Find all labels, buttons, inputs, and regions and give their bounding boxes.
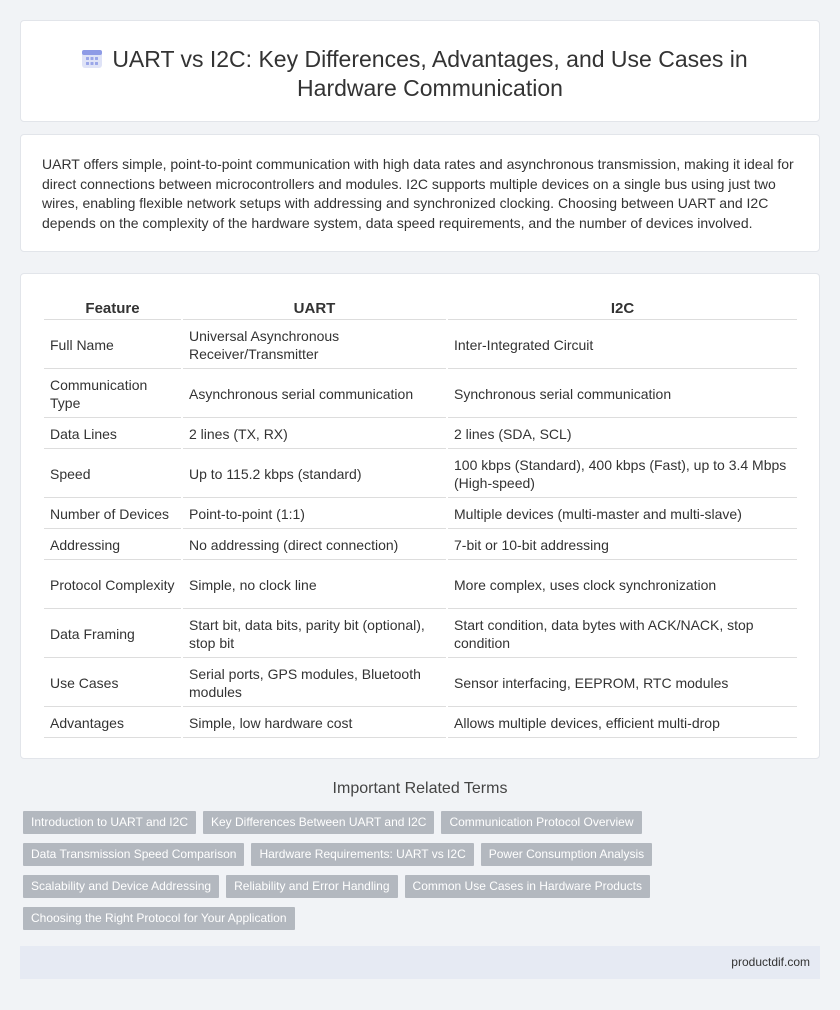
feature-cell: Advantages <box>44 709 181 738</box>
i2c-cell: Synchronous serial communication <box>448 371 797 418</box>
tag-row <box>23 811 803 834</box>
related-terms-title: Important Related Terms <box>332 780 508 797</box>
calendar-grid-icon <box>81 47 103 69</box>
uart-cell: Start bit, data bits, parity bit (optional), stop bit <box>183 611 446 658</box>
i2c-cell: Sensor interfacing, EEPROM, RTC modules <box>448 660 797 707</box>
uart-cell: Asynchronous serial communication <box>183 371 446 418</box>
uart-cell: Serial ports, GPS modules, Bluetooth modules <box>183 660 446 707</box>
table-header-row <box>44 298 797 320</box>
feature-cell: Addressing <box>44 531 181 560</box>
footer <box>20 946 820 979</box>
table-row <box>44 322 797 369</box>
footer-site-link[interactable]: productdif.com <box>731 955 810 969</box>
related-tags <box>23 811 803 939</box>
feature-cell: Data Lines <box>44 420 181 449</box>
i2c-cell: Start condition, data bytes with ACK/NACK, stop condition <box>448 611 797 658</box>
table-row <box>44 562 797 609</box>
feature-cell: Use Cases <box>44 660 181 707</box>
feature-cell: Number of Devices <box>44 500 181 529</box>
comparison-card <box>20 273 820 759</box>
uart-cell: Point-to-point (1:1) <box>183 500 446 529</box>
feature-cell: Speed <box>44 451 181 498</box>
related-tag[interactable]: Hardware Requirements: UART vs I2C <box>251 843 473 866</box>
table-row <box>44 371 797 418</box>
uart-cell: Up to 115.2 kbps (standard) <box>183 451 446 498</box>
feature-cell: Communication Type <box>44 371 181 418</box>
page-title: UART vs I2C: Key Differences, Advantages, and Use Cases in Hardware Communication <box>112 46 748 101</box>
header-i2c: I2C <box>448 298 797 320</box>
table-row <box>44 420 797 449</box>
i2c-cell: Allows multiple devices, efficient multi-drop <box>448 709 797 738</box>
uart-cell: Simple, low hardware cost <box>183 709 446 738</box>
feature-cell: Data Framing <box>44 611 181 658</box>
table-row <box>44 611 797 658</box>
table-row <box>44 451 797 498</box>
related-tag[interactable]: Introduction to UART and I2C <box>23 811 196 834</box>
related-tag[interactable]: Data Transmission Speed Comparison <box>23 843 244 866</box>
related-tag[interactable]: Scalability and Device Addressing <box>23 875 219 898</box>
related-tag[interactable]: Common Use Cases in Hardware Products <box>405 875 650 898</box>
uart-cell: Simple, no clock line <box>183 562 446 609</box>
header-uart: UART <box>183 298 446 320</box>
i2c-cell: Multiple devices (multi-master and multi-slave) <box>448 500 797 529</box>
related-tag[interactable]: Communication Protocol Overview <box>441 811 641 834</box>
related-tag[interactable]: Choosing the Right Protocol for Your Application <box>23 907 295 930</box>
tag-row <box>23 843 803 866</box>
related-tag[interactable]: Power Consumption Analysis <box>481 843 652 866</box>
tag-row <box>23 875 803 898</box>
header-card <box>20 20 820 122</box>
related-tag[interactable]: Key Differences Between UART and I2C <box>203 811 434 834</box>
table-row <box>44 531 797 560</box>
related-tag[interactable]: Reliability and Error Handling <box>226 875 397 898</box>
tag-row <box>23 907 803 930</box>
title-wrap <box>21 45 819 103</box>
intro-card <box>20 134 820 252</box>
uart-cell: No addressing (direct connection) <box>183 531 446 560</box>
uart-cell: 2 lines (TX, RX) <box>183 420 446 449</box>
i2c-cell: 2 lines (SDA, SCL) <box>448 420 797 449</box>
feature-cell: Protocol Complexity <box>44 562 181 609</box>
table-row <box>44 500 797 529</box>
comparison-table <box>42 296 799 740</box>
table-row <box>44 660 797 707</box>
i2c-cell: 100 kbps (Standard), 400 kbps (Fast), up to 3.4 Mbps (High-speed) <box>448 451 797 498</box>
i2c-cell: Inter-Integrated Circuit <box>448 322 797 369</box>
intro-paragraph: UART offers simple, point-to-point communication with high data rates and asynchronous transmission, making it ideal for direct connections between microcontrollers and modules. I2C supports multiple devices on a single bus using just two wires, enabling flexible network setups with addressing and synchronized clocking. Choosing between UART and I2C depends on the complexity of the hardware system, data speed requirements, and the number of devices involved. <box>42 156 794 231</box>
feature-cell: Full Name <box>44 322 181 369</box>
table-row <box>44 709 797 738</box>
header-feature: Feature <box>44 298 181 320</box>
i2c-cell: 7-bit or 10-bit addressing <box>448 531 797 560</box>
i2c-cell: More complex, uses clock synchronization <box>448 562 797 609</box>
uart-cell: Universal Asynchronous Receiver/Transmitter <box>183 322 446 369</box>
